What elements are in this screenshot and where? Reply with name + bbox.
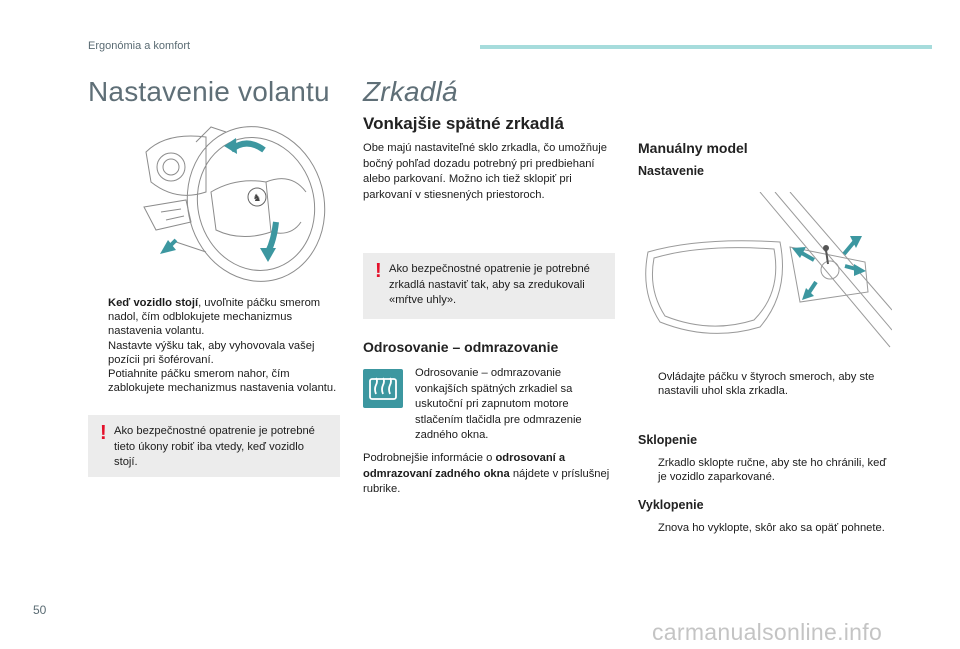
- defrost-more-info: [363, 451, 615, 498]
- warning-icon: !: [100, 422, 107, 444]
- unfold-title: Vyklopenie: [638, 498, 704, 512]
- more-info-prefix: Podrobnejšie informácie o: [363, 452, 496, 464]
- list-item: [88, 296, 340, 339]
- bullet-text: Znova ho vyklopte, skôr ako sa opäť pohnete.: [658, 522, 885, 534]
- steering-title: Nastavenie volantu: [88, 76, 330, 107]
- bullet-text: Ovládajte páčku v štyroch smeroch, aby ste nastavili uhol skla zrkadla.: [658, 371, 875, 398]
- setting-bullet-list: [638, 370, 890, 398]
- mirrors-warning-note: [363, 253, 615, 319]
- bullet-text: Nastavte výšku tak, aby vyhovovala vašej pozícii pri šoférovaní.: [108, 339, 315, 366]
- warning-icon: !: [375, 260, 382, 282]
- steering-warning-note: [88, 415, 340, 477]
- warning-text: Ako bezpečnostné opatrenie je potrebné tieto úkony robiť iba vtedy, keď vozidlo stojí.: [114, 425, 315, 468]
- page-number: 50: [33, 603, 47, 617]
- list-item: [638, 521, 890, 535]
- section-header: Ergonómia a komfort: [88, 40, 191, 52]
- fold-bullet-list: [638, 456, 890, 484]
- mirrors-title: Zrkadlá: [363, 76, 458, 107]
- bullet-text: Zrkadlo sklopte ručne, aby ste ho chránili, keď je vozidlo zaparkované.: [658, 457, 887, 484]
- more-info-bold: odrosovaní a odmrazovaní zadného okna: [363, 452, 566, 480]
- list-item: [88, 339, 340, 367]
- more-info-suffix: nájdete v príslušnej rubrike.: [363, 467, 610, 495]
- defrost-title: Odrosovanie – odmrazovanie: [363, 339, 559, 355]
- outside-mirrors-text: Obe majú nastaviteľné sklo zrkadla, čo umožňuje bočný pohľad dozadu potrebný pri predbiehaní alebo parkovaní. Možno ich tiež sklopiť pri parkovaní v stiesnených priestoroch.: [363, 142, 607, 201]
- warning-text: Ako bezpečnostné opatrenie je potrebné zrkadlá nastaviť tak, aby sa zredukovali «mŕtve uhly».: [389, 263, 590, 306]
- steering-bullet-list: [88, 296, 340, 395]
- bullet-bold-text: Keď vozidlo stojí: [108, 297, 199, 309]
- header-accent-bar: [480, 45, 932, 49]
- svg-text:♞: ♞: [252, 193, 262, 204]
- bullet-text: Potiahnite páčku smerom nahor, čím zablokujete mechanizmus nastavenia volantu.: [108, 368, 337, 395]
- fold-title: Sklopenie: [638, 433, 698, 447]
- mirror-adjust-illustration: [640, 192, 892, 350]
- list-item: [638, 370, 890, 398]
- unfold-bullet-list: [638, 521, 890, 535]
- rear-defrost-icon: [363, 369, 403, 408]
- steering-wheel-illustration: [136, 112, 331, 282]
- defrost-text: Odrosovanie – odmrazovanie vonkajších spätných zrkadiel sa uskutoční pri zapnutom motore stlačením tlačidla pre odmrazenie zadného okna.: [415, 367, 582, 441]
- bullet-text: , uvoľnite páčku smerom nadol, čím odblokujete mechanizmus nastavenia volantu.: [108, 297, 321, 338]
- list-item: [88, 367, 340, 395]
- outside-mirrors-title: Vonkajšie spätné zrkadlá: [363, 114, 564, 133]
- list-item: [638, 456, 890, 484]
- setting-title: Nastavenie: [638, 164, 705, 178]
- site-watermark: carmanualsonline.info: [652, 619, 883, 645]
- manual-model-title: Manuálny model: [638, 140, 748, 156]
